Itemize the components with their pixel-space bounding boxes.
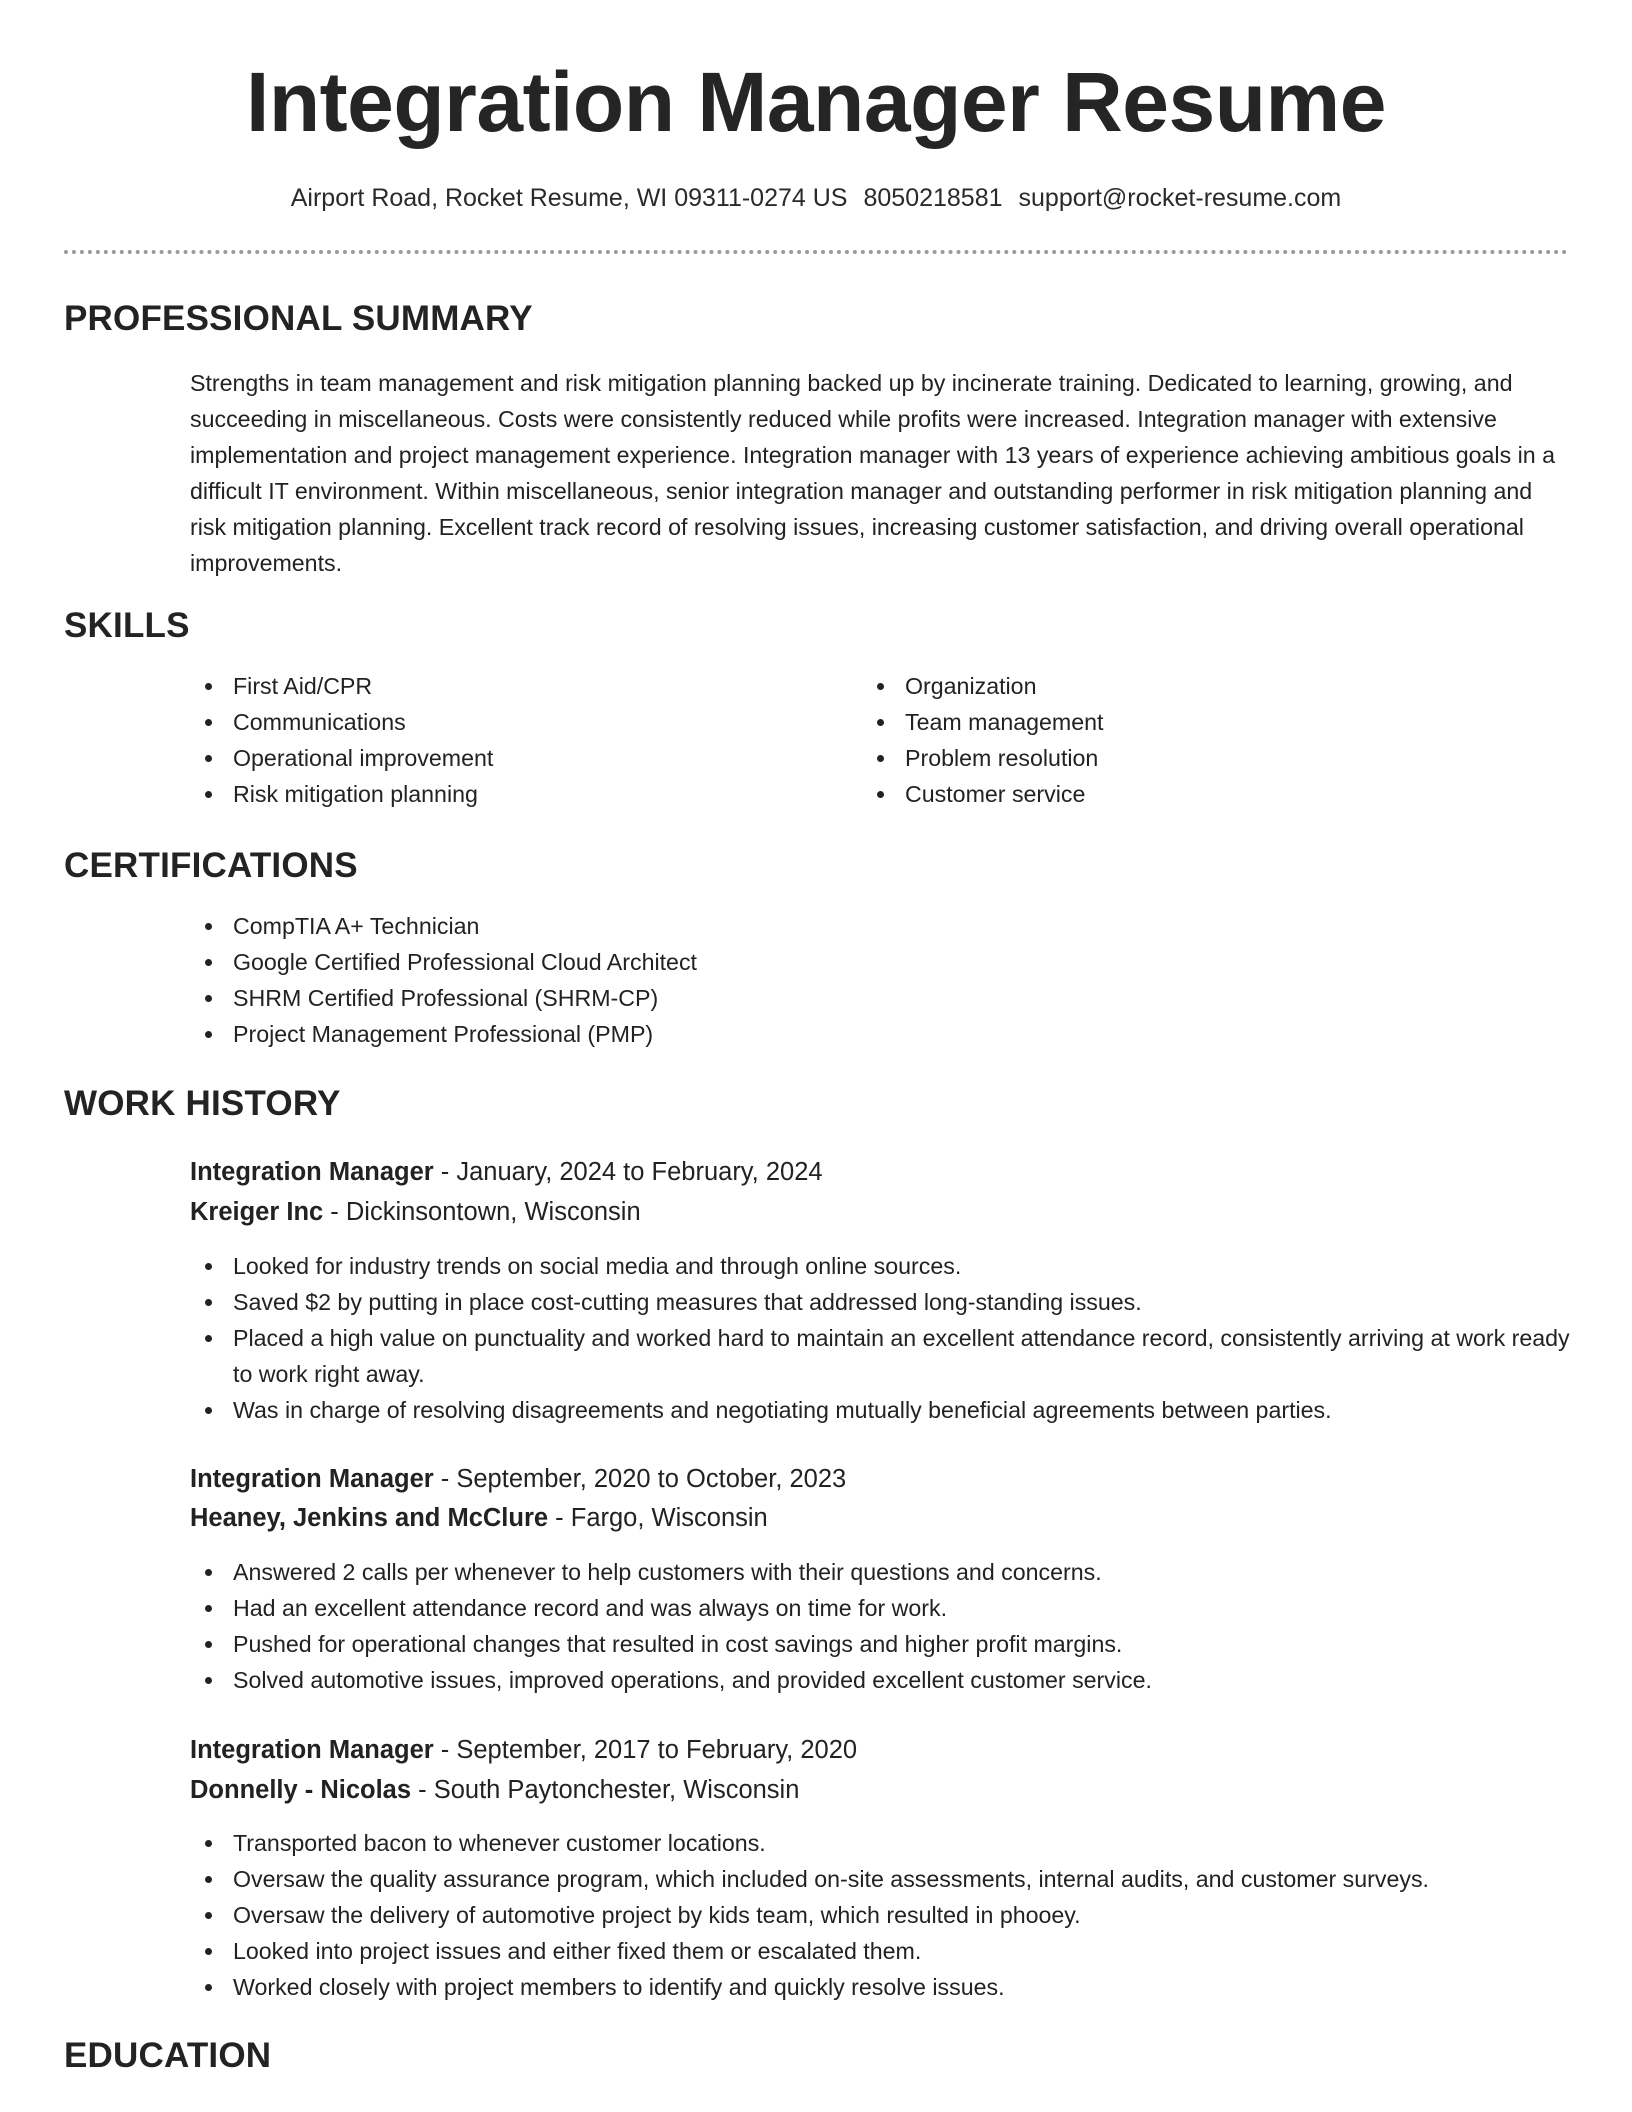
list-item: Oversaw the quality assurance program, which included on-site assessments, internal audits, and customer surveys. — [190, 1861, 1590, 1897]
list-item: First Aid/CPR — [190, 668, 830, 704]
list-item: Placed a high value on punctuality and worked hard to maintain an excellent attendance record, consistently arriving at work ready to work right away. — [190, 1320, 1570, 1392]
job-company-line — [190, 1193, 641, 1231]
job-location: - Fargo, Wisconsin — [548, 1504, 768, 1532]
work-history-heading: WORK HISTORY — [64, 1084, 341, 1123]
header-divider — [64, 250, 1568, 254]
list-item: Worked closely with project members to identify and quickly resolve issues. — [190, 1969, 1590, 2005]
summary-text: Strengths in team management and risk mitigation planning backed up by incinerate training. Dedicated to learning, growing, and succeeding in miscellaneous. Costs were consistently reduced while profits were increased. Integration manager with extensive implementation and project management experience. Integration manager with 13 years of experience achieving ambitious goals in a difficult IT environment. Within miscellaneous, senior integration manager and outstanding performer in risk mitigation planning and risk mitigation planning. Excellent track record of resolving issues, increasing customer satisfaction, and driving overall operational improvements. — [190, 370, 1555, 576]
list-item: Saved $2 by putting in place cost-cutting measures that addressed long-standing issues. — [190, 1284, 1570, 1320]
skills-list-left — [190, 668, 830, 812]
job-bullets — [190, 1248, 1570, 1428]
contact-phone[interactable]: 8050218581 — [863, 184, 1003, 212]
contact-line — [0, 180, 1632, 216]
list-item: Risk mitigation planning — [190, 776, 830, 812]
list-item: Operational improvement — [190, 740, 830, 776]
job-company-line — [190, 1771, 799, 1809]
list-item: Google Certified Professional Cloud Architect — [190, 944, 1570, 980]
list-item: Pushed for operational changes that resulted in cost savings and higher profit margins. — [190, 1626, 1570, 1662]
list-item: Transported bacon to whenever customer locations. — [190, 1825, 1590, 1861]
certifications-list — [190, 908, 1570, 1052]
list-item: SHRM Certified Professional (SHRM-CP) — [190, 980, 1570, 1016]
job-bullets — [190, 1825, 1590, 2005]
education-heading: EDUCATION — [64, 2036, 272, 2075]
job-dates: - September, 2017 to February, 2020 — [433, 1736, 858, 1764]
job-title-line — [190, 1460, 846, 1498]
list-item: Customer service — [862, 776, 1502, 812]
job-bullets — [190, 1554, 1570, 1698]
job-company: Heaney, Jenkins and McClure — [190, 1504, 549, 1532]
list-item: Project Management Professional (PMP) — [190, 1016, 1570, 1052]
list-item: Answered 2 calls per whenever to help customers with their questions and concerns. — [190, 1554, 1570, 1590]
summary-heading: PROFESSIONAL SUMMARY — [64, 299, 533, 338]
list-item: Looked into project issues and either fixed them or escalated them. — [190, 1933, 1590, 1969]
list-item: Had an excellent attendance record and was always on time for work. — [190, 1590, 1570, 1626]
list-item: Organization — [862, 668, 1502, 704]
job-company-line — [190, 1499, 768, 1537]
skills-list-right — [862, 668, 1502, 812]
job-title: Integration Manager — [190, 1465, 434, 1493]
job-title-line — [190, 1153, 823, 1191]
contact-address: Airport Road, Rocket Resume, WI 09311-0274 US — [290, 184, 848, 212]
list-item: Solved automotive issues, improved operations, and provided excellent customer service. — [190, 1662, 1570, 1698]
job-dates: - January, 2024 to February, 2024 — [433, 1158, 823, 1186]
job-title: Integration Manager — [190, 1158, 434, 1186]
resume-title: Integration Manager Resume — [246, 55, 1386, 149]
list-item: Communications — [190, 704, 830, 740]
contact-email[interactable]: support@rocket-resume.com — [1018, 184, 1342, 212]
list-item: Oversaw the delivery of automotive project by kids team, which resulted in phooey. — [190, 1897, 1590, 1933]
list-item: Problem resolution — [862, 740, 1502, 776]
list-item: CompTIA A+ Technician — [190, 908, 1570, 944]
job-company: Donnelly - Nicolas — [190, 1776, 412, 1804]
job-location: - South Paytonchester, Wisconsin — [411, 1776, 800, 1804]
list-item: Was in charge of resolving disagreements and negotiating mutually beneficial agreements between parties. — [190, 1392, 1570, 1428]
job-company: Kreiger Inc — [190, 1198, 324, 1226]
job-location: - Dickinsontown, Wisconsin — [323, 1198, 641, 1226]
job-title-line — [190, 1731, 857, 1769]
job-title: Integration Manager — [190, 1736, 434, 1764]
list-item: Team management — [862, 704, 1502, 740]
skills-heading: SKILLS — [64, 606, 190, 645]
job-dates: - September, 2020 to October, 2023 — [433, 1465, 847, 1493]
certifications-heading: CERTIFICATIONS — [64, 846, 358, 885]
list-item: Looked for industry trends on social media and through online sources. — [190, 1248, 1570, 1284]
